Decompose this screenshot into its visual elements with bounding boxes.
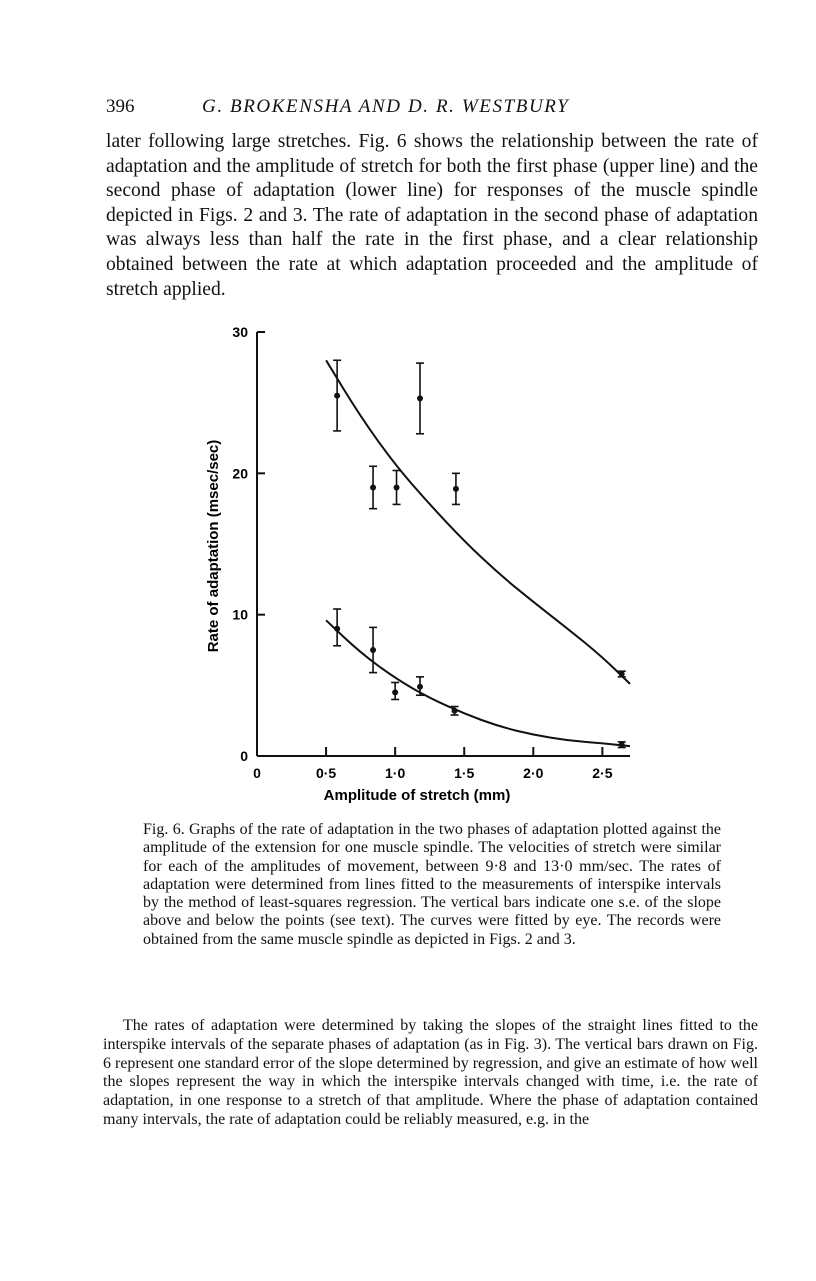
point-marker: [417, 684, 423, 690]
x-tick-label: 0·5: [315, 765, 337, 781]
y-tick-label: 0: [240, 748, 248, 764]
point-marker: [370, 484, 376, 490]
body-text: The rates of adaptation were determined by taking the slopes of the straight lines fitted to the interspike intervals of the separate phases of adaptation (as in Fig. 3). The vertical bars drawn on Fig. 6 represent one standard error of the slope determined by regression, and give an estimate of how well the slopes represent the way in which the interspike intervals changed with time, i.e. the rate of adaptation, in one response to a stretch of that amplitude. Where the phase of adaptation contained many intervals, the rate of adaptation could be reliably measured, e.g. in the: [103, 1017, 758, 1128]
y-axis-label: Rate of adaptation (msec/sec): [205, 439, 222, 653]
point-marker: [334, 626, 340, 632]
data-point-first-phase: [618, 671, 626, 677]
data-point-first-phase: [393, 471, 401, 505]
x-tick-label: 2·0: [523, 765, 544, 781]
y-tick-label: 30: [232, 324, 248, 340]
x-tick-label: 2·5: [592, 765, 613, 781]
data-points: [333, 360, 626, 747]
chart-axes: [232, 324, 630, 781]
body-paragraph: [103, 1017, 758, 1130]
data-point-second-phase: [416, 677, 424, 695]
x-tick-label: 1·5: [454, 765, 475, 781]
fitted-curve-first-phase: [326, 360, 630, 684]
intro-text: later following large stretches. Fig. 6 shows the relationship between the rate of adaptation and the amplitude of stretch for both the first phase (upper line) and the second phase of adaptation (lower line) for responses of the muscle spindle depicted in Figs. 2 and 3. The rate of adaptation in the second phase of adaptation was always less than half the rate in the first phase, and a clear relationship obtained between the rate at which adaptation proceeded and the amplitude of stretch applied.: [106, 131, 758, 300]
figure-6: [190, 318, 650, 808]
data-point-first-phase: [452, 473, 460, 504]
page-number: 396: [106, 96, 135, 117]
fitted-curve-second-phase: [326, 620, 630, 746]
y-tick-label: 20: [232, 465, 248, 482]
point-marker: [417, 395, 423, 401]
point-marker: [370, 647, 376, 653]
data-point-second-phase: [618, 742, 626, 748]
data-point-first-phase: [416, 363, 424, 434]
data-point-second-phase: [391, 683, 399, 700]
point-marker: [453, 486, 459, 492]
caption-text: Fig. 6. Graphs of the rate of adaptation in the two phases of adaptation plotted against the amplitude of the extension for one muscle spindle. The velocities of stretch were similar for each of the amplitudes of movement, between 9·8 and 13·0 mm/sec. The rates of adaptation were determined from lines fitted to the measurements of interspike intervals by the method of least-squares regression. The vertical bars indicate one s.e. of the slope above and below the points (see text). The curves were fitted by eye. The records were obtained from the same muscle spindle as depicted in Figs. 2 and 3.: [143, 821, 721, 948]
data-point-first-phase: [333, 360, 341, 431]
point-marker: [392, 689, 398, 695]
adaptation-chart: [190, 318, 650, 808]
x-tick-label: 1·0: [385, 765, 406, 781]
point-marker: [394, 484, 400, 490]
point-marker: [452, 708, 458, 714]
point-marker: [619, 742, 625, 748]
point-marker: [619, 671, 625, 677]
x-axis-label: Amplitude of stretch (mm): [323, 787, 511, 804]
data-point-first-phase: [369, 466, 377, 508]
page-header: [106, 96, 756, 122]
running-head: G. BROKENSHA AND D. R. WESTBURY: [202, 96, 570, 117]
figure-caption: [143, 821, 721, 949]
x-tick-label: 0: [253, 765, 261, 781]
point-marker: [334, 393, 340, 399]
data-point-second-phase: [369, 627, 377, 672]
fitted-curves: [326, 360, 630, 746]
y-tick-label: 10: [232, 606, 248, 623]
intro-paragraph: [106, 130, 758, 302]
